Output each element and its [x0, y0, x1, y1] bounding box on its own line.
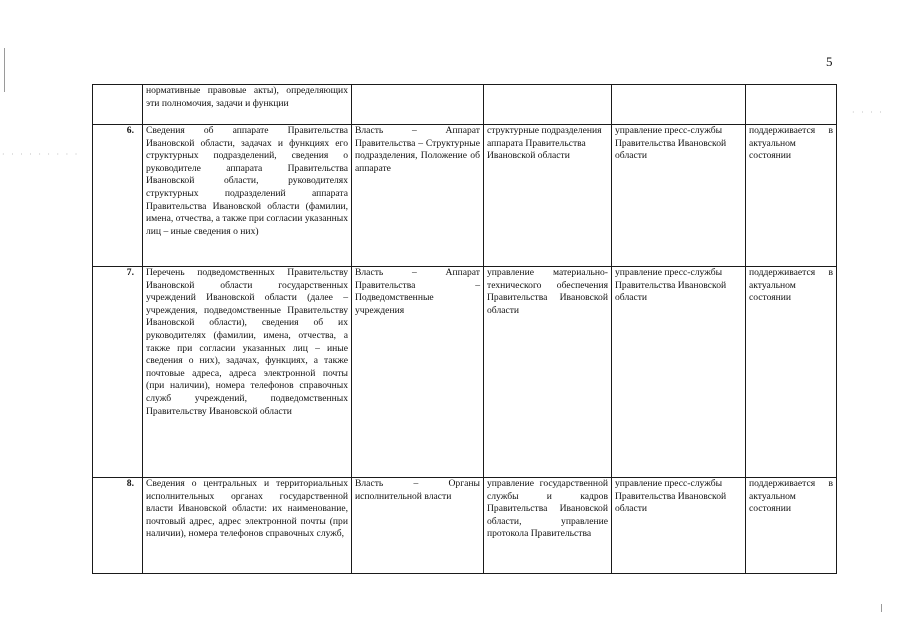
document-table: [92, 84, 837, 574]
row-number: 7.: [93, 267, 143, 478]
row-number: [93, 85, 143, 125]
row-number: 8.: [93, 478, 143, 574]
responsible-unit: управление материально-технического обеспечения Правительства Ивановской области: [484, 267, 612, 478]
site-section: [352, 85, 484, 125]
info-description: нормативные правовые акты), определяющих эти полномочия, задачи и функции: [143, 85, 352, 125]
row-number: 6.: [93, 125, 143, 267]
table-row: [93, 267, 837, 478]
responsible-unit: управление государственной службы и кадров Правительства Ивановской области, управление протокола Правительства: [484, 478, 612, 574]
update-status: поддерживается в актуальном состоянии: [746, 478, 837, 574]
table-row: [93, 478, 837, 574]
table-row: [93, 85, 837, 125]
update-status: поддерживается в актуальном состоянии: [746, 267, 837, 478]
placement-unit: управление пресс-службы Правительства Ивановской области: [612, 125, 746, 267]
page-number: 5: [826, 54, 833, 69]
info-description: Перечень подведомственных Правительству Ивановской области государственных учреждений Ивановской области (далее – учреждения, подведомственные Правительству Ивановской области), сведения об их руководителях (фамилии, имена, отчества, а также при согласии указанных лиц – иные сведения о них), задачах, функциях, а также почтовые адреса, адреса электронной почты (при наличии), номера телефонов справочных служб учреждений, подведомственных Правительству Ивановской области: [143, 267, 352, 478]
info-description: Сведения об аппарате Правительства Ивановской области, задачах и функциях его структурных подразделений, сведения о руководителе аппарата Правительства Ивановской области, руководителях структурных подразделений аппарата Правительства Ивановской области (фамилии, имена, отчества, а также при согласии указанных лиц – иные сведения о них): [143, 125, 352, 267]
responsible-unit: структурные подразделения аппарата Правительства Ивановской области: [484, 125, 612, 267]
table-row: [93, 125, 837, 267]
site-section: Власть – Органы исполнительной власти: [352, 478, 484, 574]
responsible-unit: [484, 85, 612, 125]
update-status: поддерживается в актуальном состоянии: [746, 125, 837, 267]
scan-artifact-left: [4, 48, 5, 92]
scan-artifact-dots-right: · · · ·: [852, 108, 884, 117]
site-section: Власть – Аппарат Правительства – Структурные подразделения, Положение об аппарате: [352, 125, 484, 267]
scan-artifact-bottom-right: [881, 604, 882, 612]
scan-artifact-dots-left: · · · · · · · · ·: [2, 150, 80, 159]
update-status: [746, 85, 837, 125]
info-description: Сведения о центральных и территориальных исполнительных органах государственной власти Ивановской области: их наименование, почтовый адрес, адрес электронной почты (при наличии), номера телефонов справочных служб,: [143, 478, 352, 574]
placement-unit: управление пресс-службы Правительства Ивановской области: [612, 478, 746, 574]
site-section: Власть – Аппарат Правительства – Подведомственные учреждения: [352, 267, 484, 478]
placement-unit: [612, 85, 746, 125]
placement-unit: управление пресс-службы Правительства Ивановской области: [612, 267, 746, 478]
